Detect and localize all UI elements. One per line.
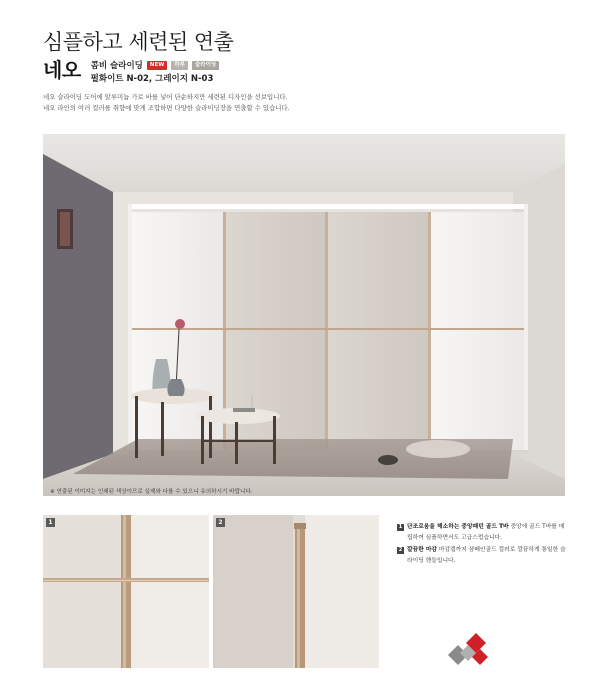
product-title-row [43, 59, 219, 84]
note-number-2: 2 [398, 546, 403, 553]
detail-photo-1 [43, 515, 209, 668]
main-interior-photo [43, 134, 565, 496]
color-options: 펄화이트 N-02, 그레이지 N-03 [90, 74, 214, 84]
new-badge: NEW [147, 61, 167, 70]
product-description [43, 92, 290, 114]
product-type-line [91, 59, 220, 71]
interior-illustration [43, 134, 565, 496]
gold-tbar-detail-illustration [43, 515, 209, 668]
product-type: 콤비 슬라이딩 [90, 61, 143, 71]
note-text-2: 마감캡까지 샴페인골드 컬러로 깔끔하게 통일한 슬라이딩 핸들입니다. [407, 547, 566, 564]
detail-number-1: 1 [46, 518, 55, 527]
photo-caption: ※ 연출된 이미지는 인쇄된 색상이므로 실제와 다를 수 있으니 유의하시기 바랍니다. [50, 489, 253, 495]
note-title-2: 깔끔한 마감 [407, 547, 438, 553]
feature-note-2 [397, 545, 567, 566]
note-number-1: 1 [398, 523, 403, 530]
detail-photo-2 [213, 515, 379, 668]
description-line-2: 네오 라인의 여러 컬러를 취향에 맞게 조합하면 다양한 슬라이딩장을 연출할 수 있습니다. [43, 104, 290, 112]
detail-number-2: 2 [216, 518, 225, 527]
feature-notes [397, 522, 567, 568]
product-name: 네오 [43, 58, 81, 82]
product-meta [91, 59, 220, 84]
note-text-1: 중앙에 골드 T바를 매립하여 심플하면서도 고급스럽습니다. [407, 524, 565, 541]
sliding-badge: 슬라이딩 [192, 61, 219, 70]
description-line-1: 네오 슬라이딩 도어에 알루미늄 가로 바를 넣어 단순하지만 세련된 디자인을 선보입니다. [43, 93, 288, 101]
feature-note-1 [397, 522, 567, 543]
lower-rail-badge: 하부 [171, 61, 188, 70]
handle-cap-detail-illustration [213, 515, 379, 668]
brand-logo-icon [442, 633, 494, 673]
note-title-1: 단조로움을 해소하는 중앙패턴 골드 T바 [407, 524, 509, 530]
page-headline: 심플하고 세련된 연출 [43, 30, 234, 54]
